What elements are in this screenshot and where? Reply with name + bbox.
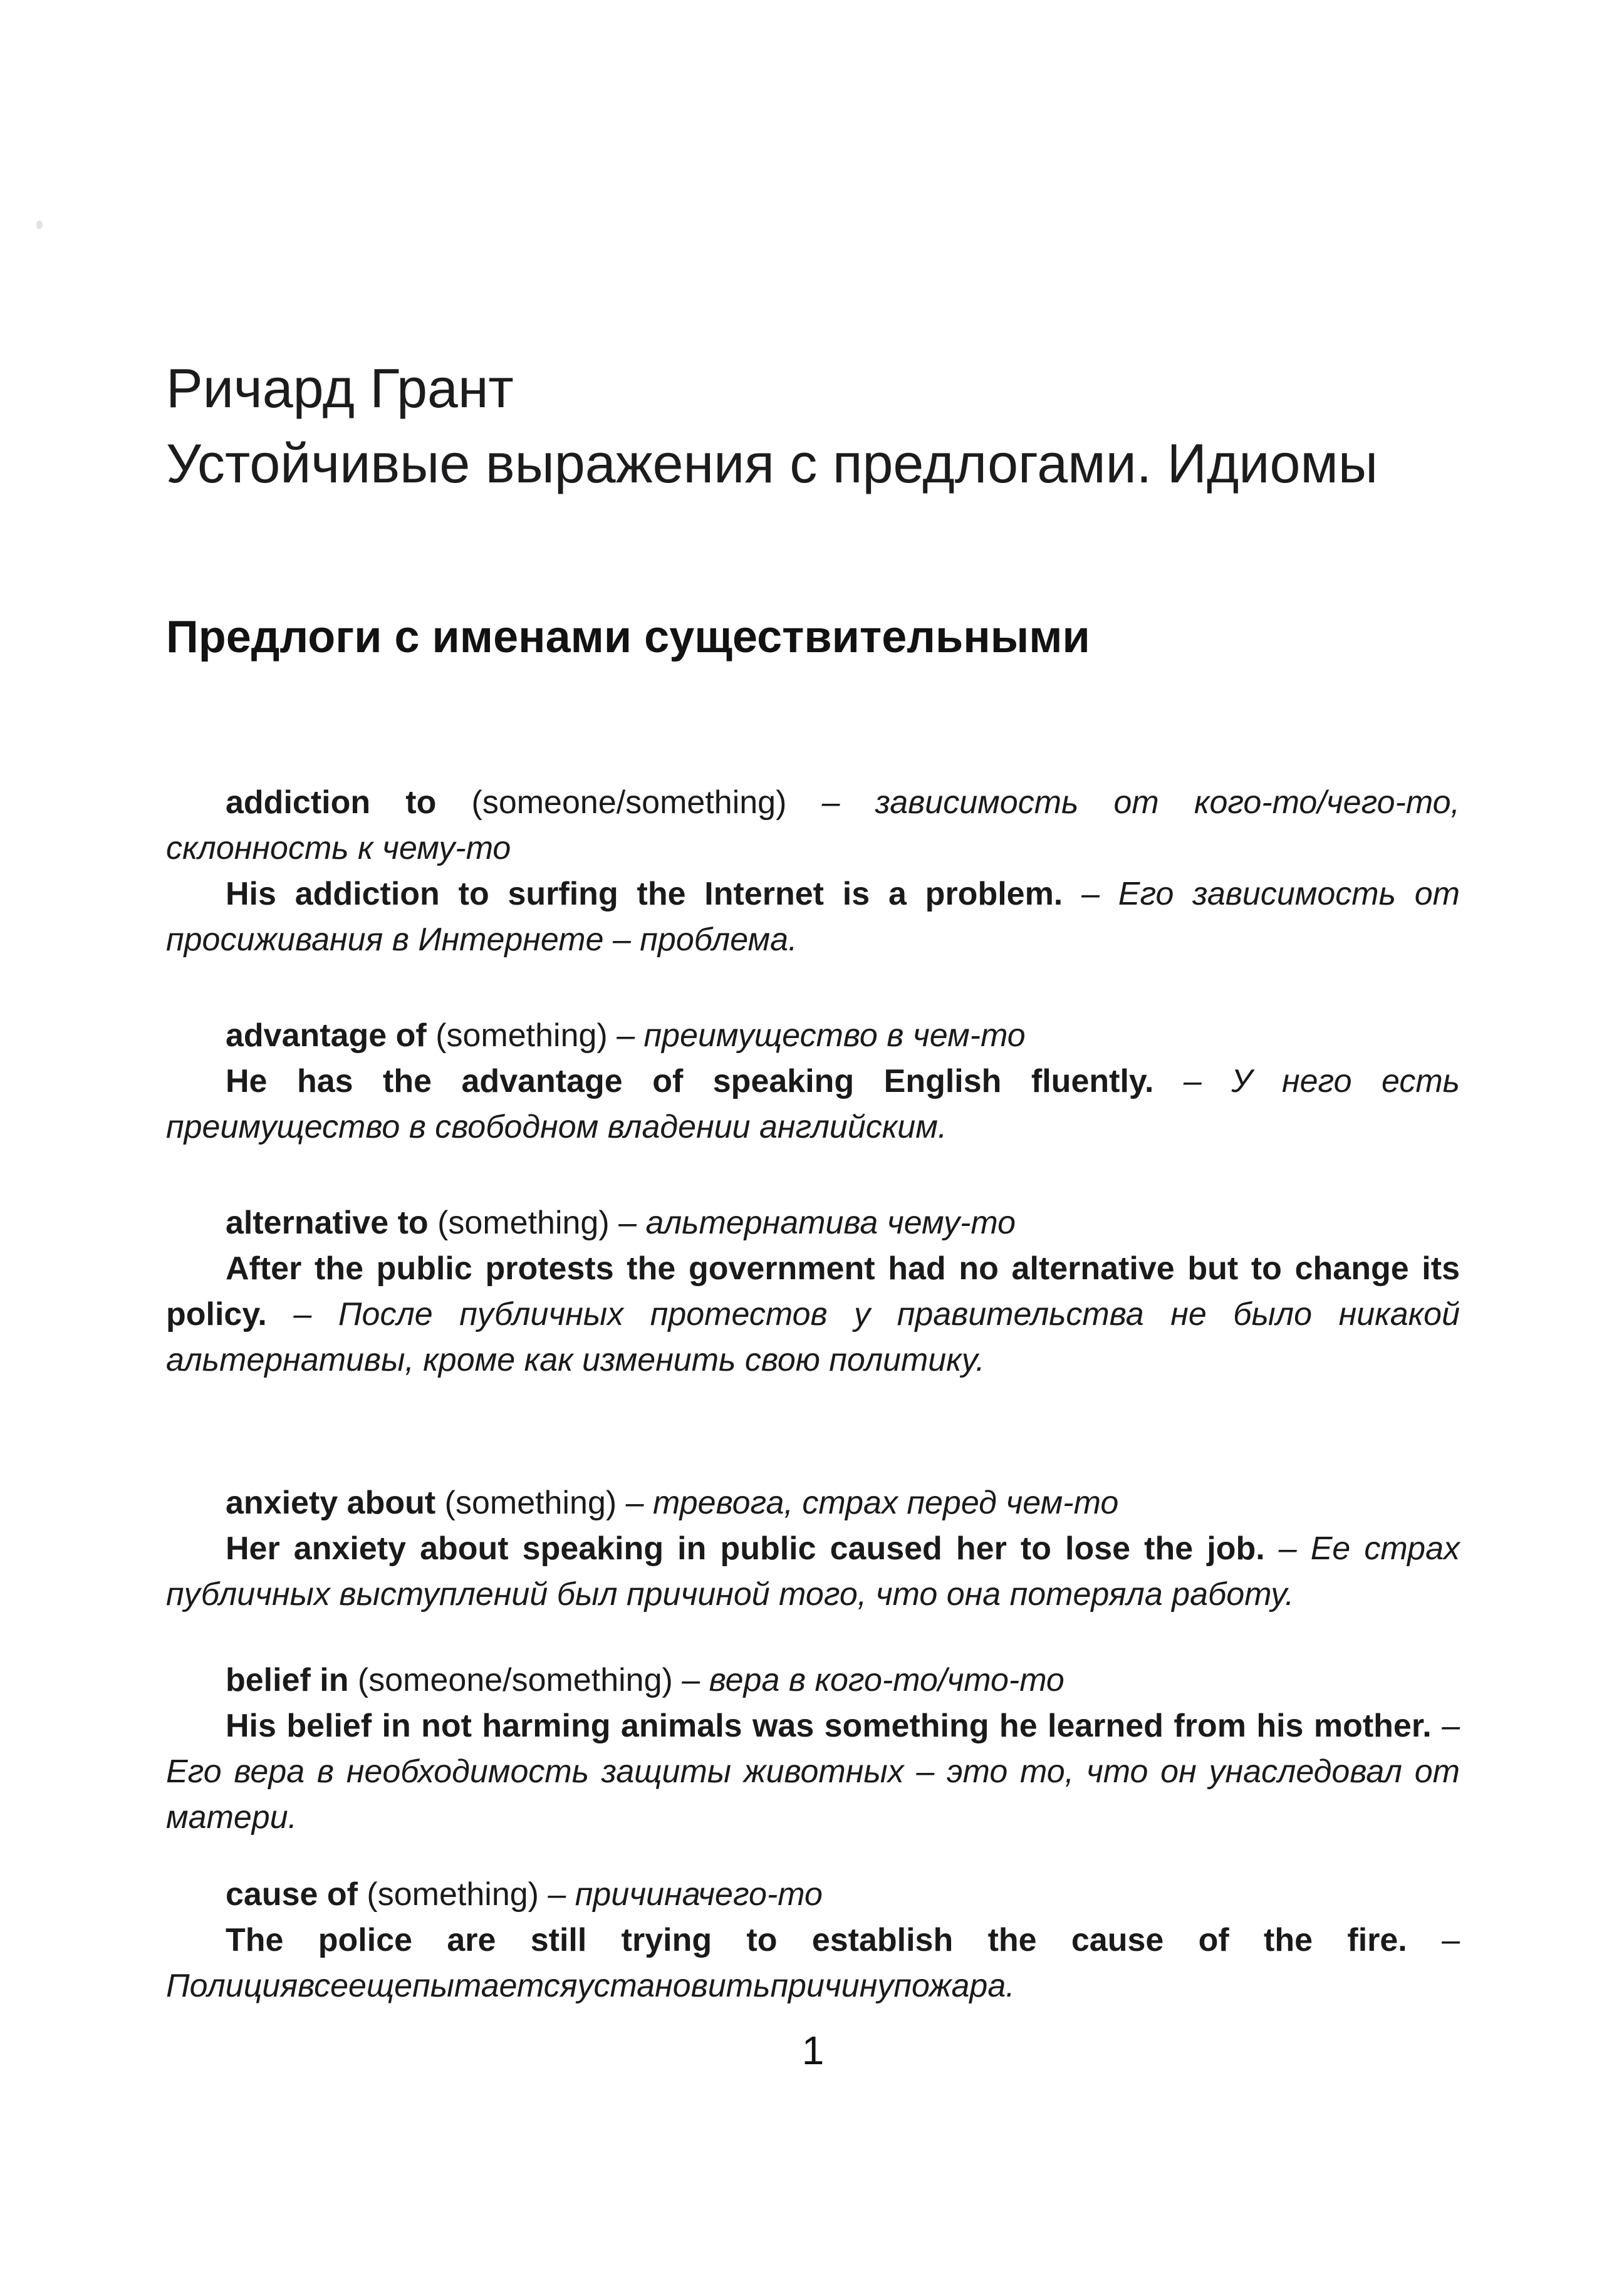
entry-example xyxy=(166,1526,1460,1618)
text-segment: – После публичных протестов у правительства не было никакой альтернативы, кроме как изменить свою политику. xyxy=(166,1296,1460,1378)
book-title: Устойчивые выражения с предлогами. Идиомы xyxy=(166,432,1378,494)
dictionary-entry xyxy=(166,780,1460,963)
text-segment: His belief in not harming animals was something he learned from his mother. xyxy=(226,1708,1442,1744)
text-segment: – зависимость от кого-то/чего-то, склонность к чему-то xyxy=(166,784,1460,866)
text-segment: – тревога, страх перед чем-то xyxy=(625,1485,1119,1521)
entry-example xyxy=(166,1059,1460,1150)
text-segment: (something) xyxy=(437,1205,619,1241)
scan-artifact-dot xyxy=(36,221,43,229)
text-segment: – Ее страх публичных выступлений был причиной того, что она потеряла работу. xyxy=(166,1530,1460,1613)
dictionary-entry xyxy=(166,1872,1460,2009)
text-segment: – У него есть преимущество в свободном владении английским. xyxy=(166,1063,1460,1145)
text-segment: (someone/something) xyxy=(357,1662,682,1698)
text-segment: – альтернатива чему-то xyxy=(618,1205,1016,1241)
text-segment: – Его вера в необходимость защиты животных – это то, что он унаследовал от матери. xyxy=(166,1708,1460,1836)
author-name: Ричард Грант xyxy=(166,357,514,419)
text-segment: He has the advantage of speaking English fluently. xyxy=(226,1063,1184,1099)
text-segment: Her anxiety about speaking in public caused her to lose the job. xyxy=(226,1530,1279,1567)
title-block xyxy=(166,351,1460,501)
text-segment: – вера в кого-то/что-то xyxy=(682,1662,1064,1698)
dictionary-entry xyxy=(166,1200,1460,1383)
text-segment: (something) xyxy=(435,1017,617,1054)
text-segment: – Полициявсеещепытаетсяустановитьпричинупожара. xyxy=(166,1922,1460,2004)
text-segment: – Его зависимость от просиживания в Интернете – проблема. xyxy=(166,876,1460,958)
text-segment: alternative to xyxy=(226,1205,438,1241)
text-segment: His addiction to surfing the Internet is a problem. xyxy=(226,876,1082,912)
entry-definition xyxy=(166,1480,1460,1526)
text-segment: anxiety about xyxy=(226,1485,445,1521)
entry-definition xyxy=(166,1200,1460,1246)
text-segment: belief in xyxy=(226,1662,358,1698)
page-number: 1 xyxy=(801,2028,825,2073)
entry-definition xyxy=(166,1013,1460,1059)
text-segment: advantage of xyxy=(226,1017,436,1054)
text-segment: (something) xyxy=(367,1876,548,1913)
text-segment: The police are still trying to establish the cause of the fire. xyxy=(226,1922,1442,1958)
text-segment: addiction to xyxy=(226,784,472,821)
entry-example xyxy=(166,1918,1460,2009)
section-heading: Предлоги с именами существительными xyxy=(166,612,1090,662)
dictionary-entry xyxy=(166,1480,1460,1618)
entry-definition xyxy=(166,780,1460,871)
dictionary-entry xyxy=(166,1013,1460,1150)
entry-definition xyxy=(166,1872,1460,1918)
text-segment: cause of xyxy=(226,1876,367,1913)
entry-example xyxy=(166,871,1460,963)
text-segment: – причиначего-то xyxy=(548,1876,823,1913)
text-segment: (someone/something) xyxy=(471,784,822,821)
text-segment: – преимущество в чем-то xyxy=(617,1017,1026,1054)
dictionary-entry xyxy=(166,1658,1460,1841)
entry-definition xyxy=(166,1658,1460,1703)
entries-list xyxy=(166,780,1460,2009)
entry-example xyxy=(166,1703,1460,1841)
text-segment: (something) xyxy=(444,1485,626,1521)
text-segment: After the public protests the government had no alternative but to change its policy. xyxy=(166,1250,1460,1332)
entry-example xyxy=(166,1246,1460,1383)
